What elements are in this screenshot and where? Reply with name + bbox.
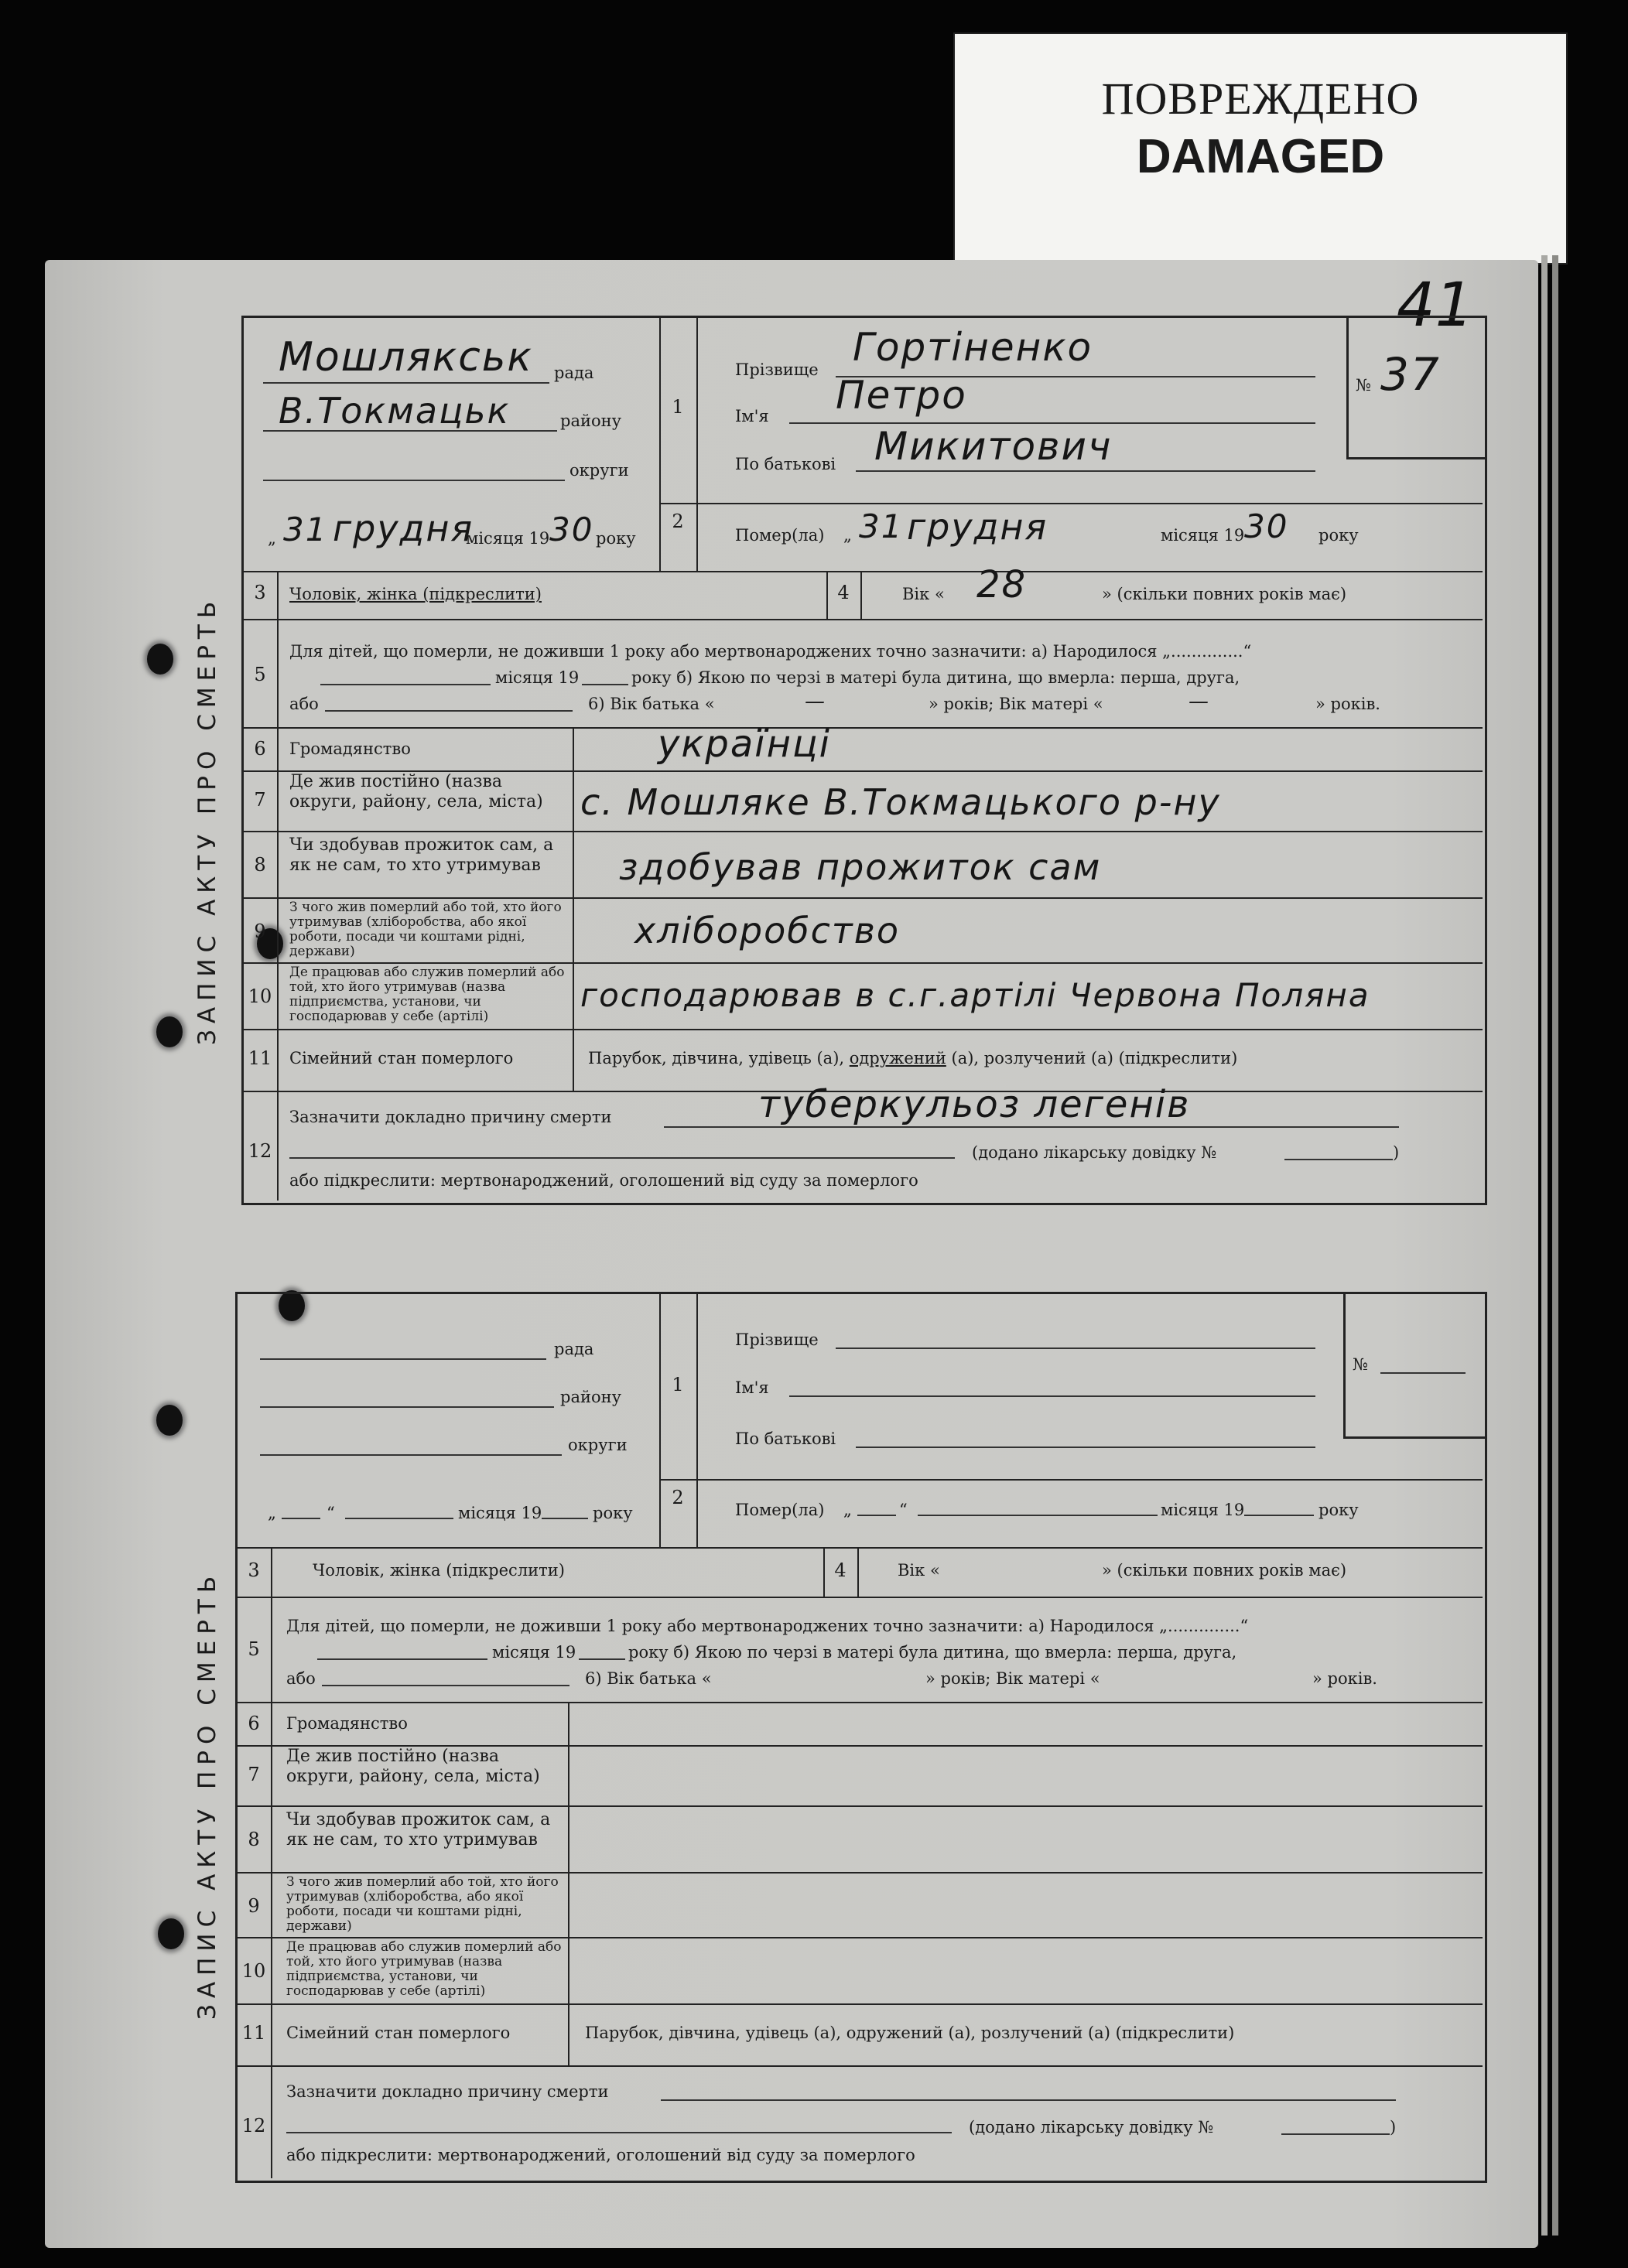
- name-value: Петро: [836, 373, 967, 418]
- source-label: З чого жив померлий або той, хто його утримував (хліборобства, або якої роботи, посади чи коштами рідні, держави): [289, 900, 562, 959]
- marital-label: Сімейний стан померлого: [289, 1049, 514, 1067]
- surname-value: Гортіненко: [853, 325, 1093, 370]
- age-value: 28: [976, 563, 1028, 606]
- patronymic-label: По батькові: [735, 455, 836, 473]
- cause-value: туберкульоз легенів: [758, 1083, 1191, 1126]
- workplace-label: Де працював або служив померлий або той, хто його утримував (назва підприємства, установи, чи господарював у себе (артілі): [289, 965, 565, 1024]
- binding-hole: [158, 1918, 184, 1949]
- rayon-label: району: [560, 412, 621, 430]
- surname-label: Прізвище: [735, 360, 819, 379]
- name-label: Ім'я: [735, 407, 769, 425]
- death-day: 31: [859, 507, 904, 545]
- damaged-stamp: [953, 32, 1568, 265]
- page-edge: [1552, 255, 1558, 2236]
- record-frame: [241, 316, 1487, 1205]
- death-month: грудня: [907, 506, 1048, 548]
- workplace-value: господарював в с.г.артілі Червона Поляна: [580, 976, 1370, 1014]
- provider-label: Чи здобував прожиток сам, а як не сам, то хто утримував: [289, 835, 554, 875]
- side-title: ЗАПИС АКТУ ПРО СМЕРТЬ: [193, 595, 221, 1045]
- page-edge: [1541, 255, 1548, 2236]
- binding-hole: [156, 1016, 183, 1047]
- month-year-label: місяця 19: [466, 529, 550, 548]
- residence-label: Де жив постійно (назва округи, району, села, міста): [289, 772, 543, 811]
- citizenship-label: Громадянство: [289, 739, 411, 758]
- binding-hole: [147, 644, 173, 675]
- citizenship-value: українці: [658, 722, 832, 766]
- record-number: 37: [1380, 348, 1441, 401]
- record-year: 30: [549, 511, 594, 548]
- patronymic-value: Микитович: [874, 424, 1113, 469]
- sex-label: Чоловік, жінка (підкреслити): [289, 585, 542, 603]
- folio-number: 41: [1397, 271, 1474, 340]
- binding-hole: [156, 1405, 183, 1436]
- record-month: грудня: [333, 507, 474, 549]
- stamp-line-ua: ПОВРЕЖДЕНО: [1101, 73, 1420, 124]
- record-day: 31: [283, 511, 328, 548]
- rada-label: рада: [554, 364, 594, 382]
- stillborn-note: або підкреслити: мертвонароджений, оголошений від суду за померлого: [289, 1171, 918, 1190]
- rada-value: Мошлякськ: [279, 334, 533, 381]
- okrug-label: округи: [569, 461, 629, 480]
- stamp-line-en: DAMAGED: [1136, 130, 1385, 183]
- cause-label: Зазначити докладно причину смерти: [289, 1108, 612, 1126]
- age-label: Вік «: [902, 585, 945, 603]
- rayon-value: В.Токмацьк: [279, 390, 511, 432]
- residence-value: с. Мошляке В.Токмацького р-ну: [580, 781, 1221, 823]
- provider-value: здобував прожиток сам: [619, 846, 1102, 888]
- source-value: хліборобство: [634, 910, 900, 951]
- death-label: Помер(ла): [735, 526, 825, 545]
- marital-options: Парубок, дівчина, удівець (а), одружений (а), розлучений (а) (підкреслити): [588, 1049, 1238, 1067]
- death-year: 30: [1244, 507, 1289, 545]
- side-title: ЗАПИС АКТУ ПРО СМЕРТЬ: [193, 1569, 221, 2020]
- record-frame: [235, 1292, 1487, 2183]
